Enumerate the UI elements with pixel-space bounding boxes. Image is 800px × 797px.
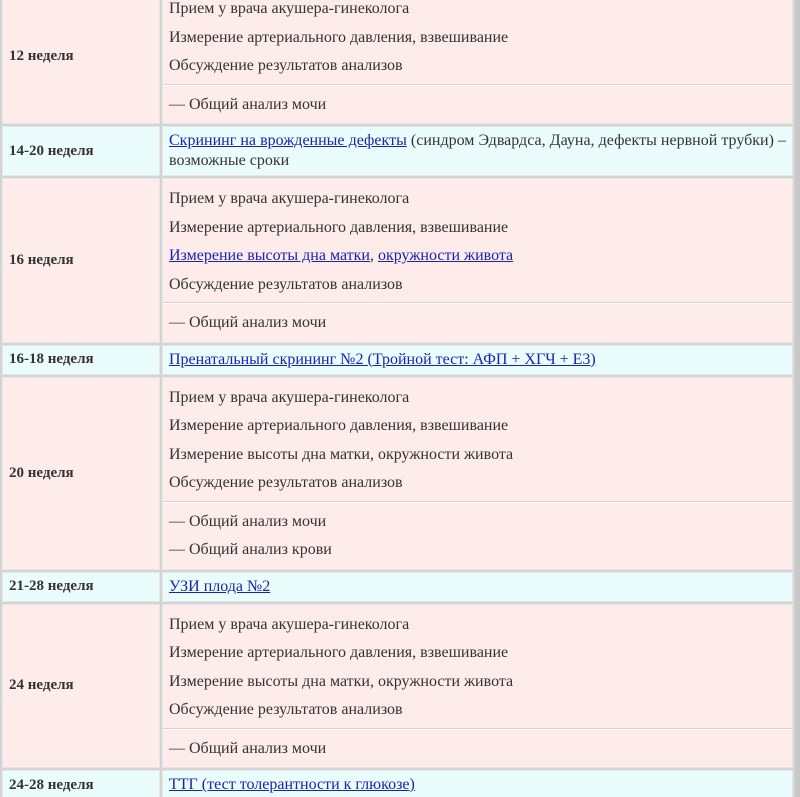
visit-item: Прием у врача акушера-гинеколога xyxy=(169,615,410,633)
week-label: 12 неделя xyxy=(2,0,160,124)
visit-cell xyxy=(162,377,793,570)
screening-cell xyxy=(162,126,793,176)
visit-cell xyxy=(162,0,793,124)
table-row xyxy=(2,377,793,570)
screening-cell xyxy=(162,770,793,797)
visit-cell xyxy=(162,604,793,769)
table-row xyxy=(2,572,793,602)
visit-item-links xyxy=(169,242,786,271)
visit-item: Измерение высоты дна матки, окружности живота xyxy=(169,445,514,463)
week-label: 21-28 неделя xyxy=(2,572,160,602)
week-label: 16-18 неделя xyxy=(2,345,160,375)
visit-item: Прием у врача акушера-гинеколога xyxy=(169,0,410,17)
test-item: — Общий анализ мочи xyxy=(169,314,327,331)
table-row xyxy=(2,126,793,176)
visit-item: Обсуждение результатов анализов xyxy=(169,57,403,74)
table-row xyxy=(2,178,793,343)
test-item: — Общий анализ мочи xyxy=(169,739,327,757)
visit-cell xyxy=(162,178,793,343)
week-label: 24 неделя xyxy=(2,604,160,769)
table-row xyxy=(2,770,793,797)
visit-item: Прием у врача акушера-гинеколога xyxy=(169,388,410,406)
visit-item: Измерение артериального давления, взвешивание xyxy=(169,28,509,46)
screening-defects-link[interactable]: Скрининг на врожденные дефекты xyxy=(169,132,407,149)
visit-item: Обсуждение результатов анализов xyxy=(169,474,403,491)
visit-item: Прием у врача акушера-гинеколога xyxy=(169,190,410,207)
visit-item: Измерение артериального давления, взвешивание xyxy=(169,218,509,236)
week-label: 14-20 неделя xyxy=(2,126,160,176)
test-item: — Общий анализ мочи xyxy=(169,95,327,113)
link-separator: , xyxy=(369,247,378,264)
table-row xyxy=(2,604,793,769)
visit-item: Измерение артериального давления, взвешивание xyxy=(169,417,509,434)
screening-cell xyxy=(162,345,793,375)
visit-item: Измерение высоты дна матки, окружности живота xyxy=(169,672,514,690)
abdominal-circumference-link[interactable]: окружности живота xyxy=(377,247,514,264)
glucose-tolerance-test-link[interactable]: ТТГ (тест толерантности к глюкозе) xyxy=(169,776,415,793)
visit-item: Обсуждение результатов анализов xyxy=(169,701,403,718)
prenatal-screening-link[interactable]: Пренатальный скрининг №2 (Тройной тест: АФП + ХГЧ + Е3) xyxy=(169,350,596,368)
visit-item: Обсуждение результатов анализов xyxy=(169,275,403,293)
table-row xyxy=(2,345,793,375)
ultrasound-link[interactable]: УЗИ плода №2 xyxy=(169,577,271,595)
table-row xyxy=(2,0,793,124)
visit-item: Измерение артериального давления, взвешивание xyxy=(169,644,509,661)
screening-defects-note: (синдром Эдвардса, Дауна, дефекты нервной трубки) – возможные сроки xyxy=(169,132,787,169)
screening-cell xyxy=(162,572,793,602)
fundal-height-link[interactable]: Измерение высоты дна матки xyxy=(169,247,370,264)
test-item: — Общий анализ крови xyxy=(169,541,332,558)
week-label: 24-28 неделя xyxy=(2,770,160,797)
week-label: 16 неделя xyxy=(2,178,160,343)
test-item: — Общий анализ мочи xyxy=(169,512,327,530)
week-label: 20 неделя xyxy=(2,377,160,570)
